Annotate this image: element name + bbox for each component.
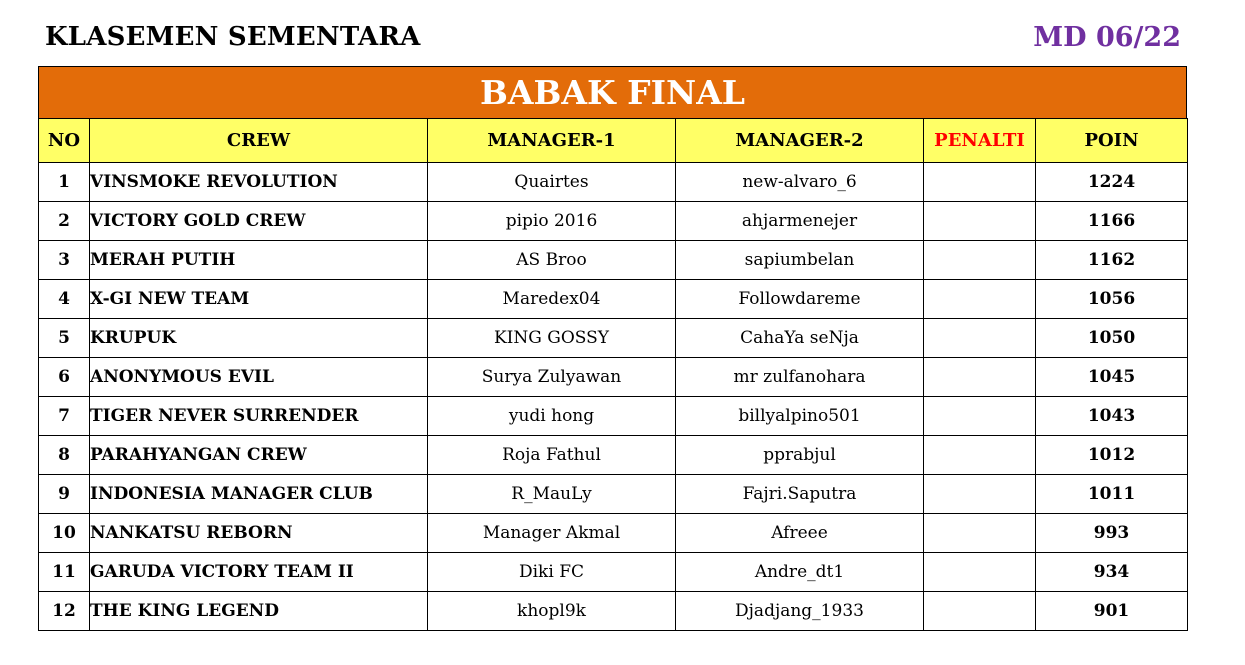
table-row (39, 397, 1188, 436)
cell-penalti (924, 397, 1036, 436)
cell-no: 4 (39, 280, 90, 319)
cell-manager2: Afreee (676, 514, 924, 553)
cell-manager1: Manager Akmal (428, 514, 676, 553)
table-row (39, 319, 1188, 358)
cell-penalti (924, 319, 1036, 358)
cell-crew: VICTORY GOLD CREW (90, 202, 428, 241)
cell-manager1: pipio 2016 (428, 202, 676, 241)
cell-penalti (924, 358, 1036, 397)
cell-poin: 1011 (1036, 475, 1188, 514)
cell-poin: 1224 (1036, 163, 1188, 202)
cell-poin: 1043 (1036, 397, 1188, 436)
cell-manager2: CahaYa seNja (676, 319, 924, 358)
cell-poin: 1045 (1036, 358, 1188, 397)
cell-manager2: Followdareme (676, 280, 924, 319)
cell-no: 3 (39, 241, 90, 280)
cell-poin: 993 (1036, 514, 1188, 553)
table-row (39, 358, 1188, 397)
cell-manager2: Andre_dt1 (676, 553, 924, 592)
standings-table (38, 118, 1188, 631)
cell-manager2: new-alvaro_6 (676, 163, 924, 202)
cell-no: 8 (39, 436, 90, 475)
cell-manager1: Surya Zulyawan (428, 358, 676, 397)
cell-manager1: KING GOSSY (428, 319, 676, 358)
table-row (39, 592, 1188, 631)
cell-poin: 1056 (1036, 280, 1188, 319)
cell-manager1: R_MauLy (428, 475, 676, 514)
cell-manager1: Diki FC (428, 553, 676, 592)
cell-penalti (924, 280, 1036, 319)
cell-crew: NANKATSU REBORN (90, 514, 428, 553)
cell-no: 10 (39, 514, 90, 553)
cell-poin: 934 (1036, 553, 1188, 592)
cell-no: 2 (39, 202, 90, 241)
table-header-row (39, 119, 1188, 163)
cell-manager1: AS Broo (428, 241, 676, 280)
table-row (39, 514, 1188, 553)
cell-poin: 1050 (1036, 319, 1188, 358)
cell-crew: MERAH PUTIH (90, 241, 428, 280)
cell-manager1: Roja Fathul (428, 436, 676, 475)
cell-no: 6 (39, 358, 90, 397)
table-row (39, 436, 1188, 475)
page-title: KLASEMEN SEMENTARA (45, 22, 421, 52)
table-row (39, 241, 1188, 280)
column-header-penalti: PENALTI (924, 119, 1036, 163)
cell-crew: KRUPUK (90, 319, 428, 358)
cell-penalti (924, 436, 1036, 475)
matchday-label: MD 06/22 (1033, 22, 1181, 53)
cell-crew: TIGER NEVER SURRENDER (90, 397, 428, 436)
cell-crew: THE KING LEGEND (90, 592, 428, 631)
cell-manager1: Maredex04 (428, 280, 676, 319)
cell-no: 9 (39, 475, 90, 514)
cell-crew: VINSMOKE REVOLUTION (90, 163, 428, 202)
cell-penalti (924, 514, 1036, 553)
cell-manager2: mr zulfanohara (676, 358, 924, 397)
cell-penalti (924, 241, 1036, 280)
cell-poin: 901 (1036, 592, 1188, 631)
cell-no: 11 (39, 553, 90, 592)
cell-manager1: khopl9k (428, 592, 676, 631)
cell-poin: 1162 (1036, 241, 1188, 280)
cell-manager2: pprabjul (676, 436, 924, 475)
cell-crew: GARUDA VICTORY TEAM II (90, 553, 428, 592)
table-row (39, 553, 1188, 592)
column-header-crew: CREW (90, 119, 428, 163)
cell-crew: PARAHYANGAN CREW (90, 436, 428, 475)
column-header-poin: POIN (1036, 119, 1188, 163)
column-header-manager2: MANAGER-2 (676, 119, 924, 163)
cell-penalti (924, 163, 1036, 202)
cell-crew: X-GI NEW TEAM (90, 280, 428, 319)
cell-penalti (924, 202, 1036, 241)
table-row (39, 280, 1188, 319)
cell-no: 1 (39, 163, 90, 202)
column-header-no: NO (39, 119, 90, 163)
table-row (39, 475, 1188, 514)
cell-no: 5 (39, 319, 90, 358)
cell-manager1: Quairtes (428, 163, 676, 202)
cell-manager2: Fajri.Saputra (676, 475, 924, 514)
standings-body (39, 163, 1188, 631)
cell-penalti (924, 553, 1036, 592)
cell-poin: 1166 (1036, 202, 1188, 241)
cell-no: 12 (39, 592, 90, 631)
column-header-manager1: MANAGER-1 (428, 119, 676, 163)
table-row (39, 202, 1188, 241)
cell-crew: ANONYMOUS EVIL (90, 358, 428, 397)
cell-no: 7 (39, 397, 90, 436)
cell-manager1: yudi hong (428, 397, 676, 436)
cell-crew: INDONESIA MANAGER CLUB (90, 475, 428, 514)
section-banner: BABAK FINAL (38, 66, 1187, 119)
cell-poin: 1012 (1036, 436, 1188, 475)
cell-manager2: Djadjang_1933 (676, 592, 924, 631)
cell-penalti (924, 475, 1036, 514)
cell-manager2: sapiumbelan (676, 241, 924, 280)
cell-penalti (924, 592, 1036, 631)
cell-manager2: ahjarmenejer (676, 202, 924, 241)
table-row (39, 163, 1188, 202)
cell-manager2: billyalpino501 (676, 397, 924, 436)
